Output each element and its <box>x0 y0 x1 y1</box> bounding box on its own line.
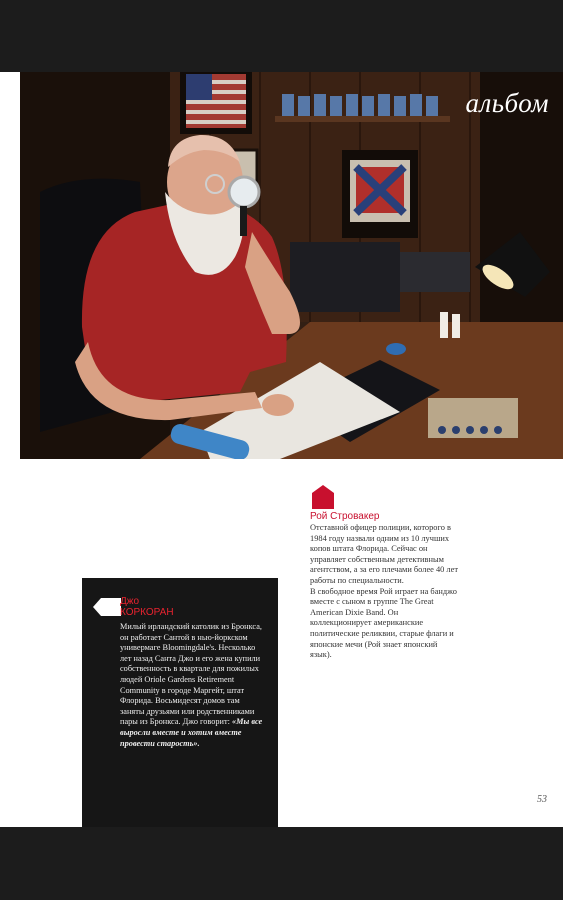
bio-box <box>82 578 278 827</box>
magnifier-handle <box>240 206 247 236</box>
house-icon <box>312 485 334 509</box>
bio-name <box>120 596 174 618</box>
bio-main-text: Милый ирландский католик из Бронкса, он работает Сантой в нью-йоркском универмаге Bloomingdale's. Несколько лет назад Санта Джо и его жена купили собственность в квартале для пожилых людей Oriole Gardens Retirement Community в городе Маргейт, штат Флорида. Восьмидесят домов там заняты друзьями или родственниками пары из Бронкса. Джо говорит: <box>120 622 262 727</box>
equipment <box>400 252 470 292</box>
caption-body <box>310 523 458 661</box>
bio-last-name: КОРКОРАН <box>120 607 174 618</box>
photo-illustration <box>20 72 563 459</box>
caption-right <box>310 485 458 661</box>
bio-first-name: Джо <box>120 596 140 607</box>
house-tag-icon <box>93 598 121 616</box>
bottle <box>440 312 448 338</box>
bio-text <box>120 622 265 749</box>
bio-quote: «Мы все выросли вместе и хотим вместе провести старость». <box>120 717 263 748</box>
magazine-page <box>0 72 563 827</box>
portrait-photo <box>20 72 563 459</box>
page-number: 53 <box>537 794 547 805</box>
shelf <box>275 116 450 122</box>
printer <box>290 242 400 312</box>
magazine-logo: альбом <box>465 88 549 118</box>
caption-paragraph: В свободное время Рой играет на банджо вместе с сыном в группе The Great American Dixie Band. Он коллекционирует американские политические реликвии, старые флаги и японские мечи (Рой знает японский язык). <box>310 586 457 660</box>
caption-paragraph: Отставной офицер полиции, которого в 1984 году назвали одним из 10 лучших копов штата Флорида. Сейчас он управляет собственным детективным агентством, а за его плечами более 40 лет работы по специальности. <box>310 523 458 585</box>
flag-canton <box>186 74 212 100</box>
caption-name: Рой Стровакер <box>310 511 380 522</box>
man-hand <box>262 394 294 416</box>
magnifying-glass <box>229 177 259 207</box>
computer-mouse <box>386 343 406 355</box>
bottle <box>452 314 460 338</box>
